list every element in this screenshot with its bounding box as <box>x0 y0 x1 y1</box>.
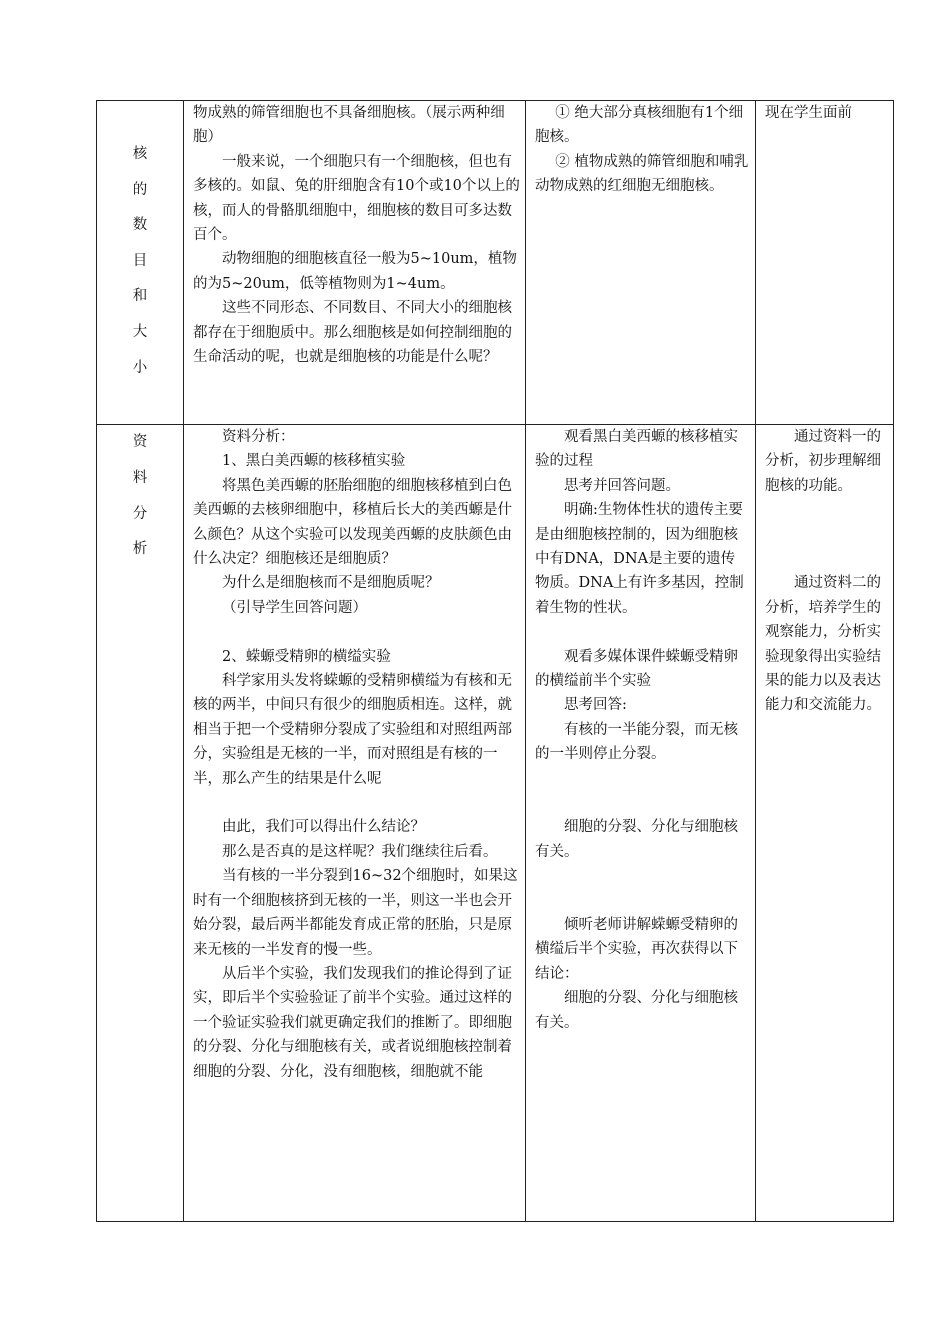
paragraph: 观看多媒体课件蝾螈受精卵的横缢前半个实验 <box>535 648 738 690</box>
paragraph: 这些不同形态、不同数目、不同大小的细胞核都存在于细胞质中。那么细胞核是如何控制细胞的生命活动的呢，也就是细胞核的功能是什么呢？ <box>193 300 512 366</box>
paragraph: 通过资料二的分析，培养学生的观察能力，分析实验现象得出实验结果的能力以及表达能力和交流能力。 <box>765 575 881 714</box>
paragraph: 动物细胞的细胞核直径一般为5~10um，植物的为5~20um，低等植物则为1~4um。 <box>193 251 517 292</box>
paragraph: 将黑色美西螈的胚胎细胞的细胞核移植到白色美西螈的去核卵细胞中，移植后长大的美西螈是什么颜色？从这个实验可以发现美西螈的皮肤颜色由什么决定？细胞核还是细胞质？ <box>193 477 512 568</box>
design-intent-cell <box>756 101 894 425</box>
paragraph: 思考回答: <box>564 697 627 714</box>
teacher-activity-cell <box>184 101 526 425</box>
topic-char: 分 <box>132 505 148 522</box>
paragraph: 从后半个实验，我们发现我们的推论得到了证实，即后半个实验验证了前半个实验。通过这样的一个验证实验我们就更确定我们的推断了。即细胞的分裂、分化与细胞核有关，或者说细胞核控制着细胞的分裂、分化，没有细胞核，细胞就不能 <box>193 965 512 1080</box>
paragraph: 细胞的分裂、分化与细胞核有关。 <box>535 990 738 1031</box>
topic-char: 大 <box>132 323 148 340</box>
topic-char: 小 <box>132 359 148 376</box>
topic-char: 核 <box>132 146 148 162</box>
paragraph: 为什么是细胞核而不是细胞质呢？ <box>222 575 440 592</box>
topic-label <box>97 101 183 386</box>
paragraph: 由此，我们可以得出什么结论？ <box>222 819 425 836</box>
topic-char: 和 <box>132 288 148 305</box>
topic-char: 资 <box>132 434 148 450</box>
topic-label <box>97 425 183 568</box>
topic-char: 料 <box>132 469 148 486</box>
paragraph: 一般来说，一个细胞只有一个细胞核，但也有多核的。如鼠、兔的肝细胞含有10个或10个以上的核，而人的骨骼肌细胞中，细胞核的数目可多达数百个。 <box>193 153 520 244</box>
paragraph: 那么是否真的是这样呢？我们继续往后看。 <box>222 843 498 860</box>
paragraph: 思考并回答问题。 <box>564 477 680 494</box>
paragraph: 现在学生面前 <box>765 105 852 121</box>
paragraph: 2、蝾螈受精卵的横缢实验 <box>222 648 391 665</box>
paragraph: 物成熟的筛管细胞也不具备细胞核。（展示两种细胞） <box>193 105 505 146</box>
paragraph: 明确:生物体性状的遗传主要是由细胞核控制的，因为细胞核中有DNA，DNA是主要的遗传物质。DNA上有许多基因，控制着生物的性状。 <box>535 502 744 616</box>
lesson-plan-table <box>96 100 894 1222</box>
topic-char: 的 <box>132 181 148 198</box>
teacher-activity-cell <box>184 425 526 1222</box>
paragraph: 有核的一半能分裂，而无核的一半则停止分裂。 <box>535 721 738 763</box>
topic-char: 目 <box>132 252 148 269</box>
student-activity-cell <box>526 101 756 425</box>
topic-char: 析 <box>132 541 148 558</box>
topic-cell <box>97 425 184 1222</box>
topic-cell <box>97 101 184 425</box>
paragraph: ② 植物成熟的筛管细胞和哺乳动物成熟的红细胞无细胞核。 <box>535 153 749 195</box>
table-row <box>97 425 894 1222</box>
topic-char: 数 <box>132 217 148 234</box>
paragraph: 倾听老师讲解蝾螈受精卵的横缢后半个实验，再次获得以下结论： <box>535 917 738 982</box>
paragraph: 科学家用头发将蝾螈的受精卵横缢为有核和无核的两半，中间只有很少的细胞质相连。这样，就相当于把一个受精卵分裂成了实验组和对照组两部分，实验组是无核的一半，而对照组是有核的一半，那么产生的结果是什么呢 <box>193 673 512 787</box>
paragraph: 细胞的分裂、分化与细胞核有关。 <box>535 819 738 860</box>
table-row <box>97 101 894 425</box>
design-intent-cell <box>756 425 894 1222</box>
paragraph: 观看黑白美西螈的核移植实验的过程 <box>535 429 738 470</box>
paragraph: 1、黑白美西螈的核移植实验 <box>222 453 406 470</box>
student-activity-cell <box>526 425 756 1222</box>
paragraph: 资料分析： <box>222 429 295 445</box>
paragraph: 通过资料一的分析，初步理解细胞核的功能。 <box>765 429 881 494</box>
paragraph: 当有核的一半分裂到16~32个细胞时，如果这时有一个细胞核挤到无核的一半，则这一半也会开始分裂，最后两半都能发育成正常的胚胎，只是原来无核的一半发育的慢一些。 <box>193 868 518 958</box>
paragraph: （引导学生回答问题） <box>222 599 367 616</box>
paragraph: ① 绝大部分真核细胞有1个细胞核。 <box>535 105 744 146</box>
